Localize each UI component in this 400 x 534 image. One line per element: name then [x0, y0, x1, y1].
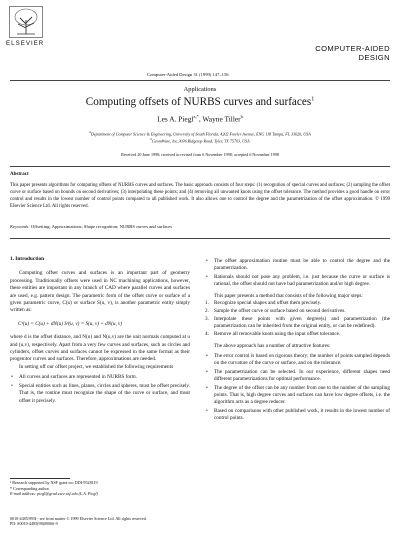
affiliation-a-text: Department of Computer Science & Engineering, University of South Florida, 4202 Fowler Avenue, ENG 118 Tampa, FL 33620, USA	[90, 131, 311, 137]
affiliation-a	[0, 130, 400, 136]
affiliation-a-mark: a	[89, 130, 91, 134]
footnote-grant: ¹ Research supported by NSF grant no: DDI-9528119	[10, 480, 98, 485]
list-item: • The parametrization can be selected. In our experience, different shapes need different parametrizations for optimal performance.	[205, 369, 390, 384]
list-item: • All curves and surfaces are represented in NURBS form.	[10, 374, 190, 381]
steps-intro: This paper presents a method that consists of the following major steps:	[214, 292, 363, 299]
pii-line: PII: S0010-4485(98)00066-9	[10, 521, 58, 527]
list-item: • The error control is based on rigorous theory; the number of points sampled depends on the curvature of the curve or surface, and on the tolerance.	[205, 353, 390, 368]
list-item	[205, 316, 390, 331]
abstract-top-rule	[10, 166, 390, 167]
affiliation-b-mark: b	[150, 137, 153, 141]
steps-list	[205, 300, 390, 339]
received-dates: Received 20 June 1998; received in revised form 6 November 1998; accepted 6 November 1998	[121, 152, 279, 157]
list-item: • Rationals should not pose any problem, i.e. just because the curve or surface is rational, the offset should not have bad parametrization and/or high degree.	[205, 274, 390, 289]
step-text: Remove all removable knots using the input offset tolerance.	[214, 331, 341, 338]
author-1: Les A. Piegl	[157, 114, 194, 124]
copyright-line: 0010-4485/99/$ - see front matter © 1999 Elsevier Science Ltd. All rights reserved.	[10, 516, 147, 521]
author-2: , Wayne Tiller	[198, 114, 241, 124]
step-number: 1.	[205, 300, 209, 307]
elsevier-tree-logo	[9, 6, 43, 38]
abstract-text: This paper presents algorithms for computing offsets of NURBS curves and surfaces. The basic approach consists of four steps: (1) recognition of special curves and surfaces; (2) sampling the offset curve or surface based on bounds on second derivatives; (3) interpolating these points; and (4) removing all unwanted knots using the offset tolerance. The method provides a good handle on error control and results in the lowest number of control points compared to all published work. It also allows one to control the degree and the parametrization of the offset approximation. © 1999 Elsevier Science Ltd. All rights reserved.	[10, 183, 390, 209]
title-footnote-mark: 1	[311, 96, 315, 103]
step-number: 2.	[205, 307, 209, 314]
keywords	[10, 224, 172, 229]
footnote-email: E-mail address: piegl@grad.csee.usf.edu (L.A. Piegl)	[10, 491, 98, 497]
publisher-name: ELSEVIER	[6, 40, 45, 47]
affiliation-b	[0, 137, 400, 143]
list-item: • Based on comparisons with other published work, it results in the lowest number of control points.	[205, 408, 390, 423]
intro-paragraph-3: In setting off our offset project, we established the following requirements	[19, 363, 174, 370]
title-text: Computing offsets of NURBS curves and surfaces	[85, 96, 312, 108]
list-item	[205, 331, 390, 338]
author-1-mark: a,*	[193, 114, 199, 119]
features-intro: The above approach has a number of attractive features:	[214, 342, 331, 349]
step-number: 3.	[205, 315, 209, 322]
offset-equation: Cᵈ(u) = C(u) + dN(u) Sᵈ(u, v) = S(u, v) + dN(u, v)	[18, 320, 123, 327]
abstract-heading: Abstract	[10, 172, 29, 177]
list-item: • Special entities such as lines, planes, circles and spheres, must be offset precisely. That is, the routine must recognize the shape of the curve or surface, and must offset it precisely.	[10, 383, 190, 405]
journal-name-line2: DESIGN	[358, 53, 390, 62]
keywords-value: Offsetting; Approximations; Shape recognition; NURBS curves and surfaces	[30, 224, 173, 229]
list-item: • The offset approximation routine must be able to control the degree and the parametrization.	[205, 258, 390, 273]
affiliation-b-text: GeomWare, Inc.3036 Ridgetop Road, Tyler, TX 75703, USA	[152, 138, 250, 144]
step-number: 4.	[205, 331, 209, 338]
header-rule	[10, 80, 390, 81]
step-text: Interpolate these points with given degree(s) and parametrization (the parametrization can be inherited from the original entity, or can be redefined).	[214, 315, 390, 330]
right-column	[205, 258, 390, 424]
list-item	[205, 308, 390, 315]
copyright-block	[10, 516, 390, 527]
journal-name	[315, 44, 390, 62]
footnote-rule	[10, 478, 70, 479]
footnote-corresponding: * Corresponding author.	[10, 485, 50, 491]
requirements-list-left	[10, 374, 190, 405]
article-title	[0, 96, 400, 108]
authors	[0, 114, 400, 123]
requirements-list-right	[205, 258, 390, 289]
abstract-bottom-rule	[10, 238, 390, 239]
intro-paragraph-2: where d is the offset distance, and N(u) and N(u,v) are the unit normals computed at u and (u,v), respectively. Apart from a very few curves and surfaces, such as circles and cylinders, offset curves and surfaces cannot be expressed in the same format as their progenitor curves and surfaces. Therefore, approximations are needed.	[10, 334, 190, 363]
step-text: Recognize special shapes and offset them precisely.	[214, 300, 322, 307]
footnotes	[10, 480, 190, 497]
intro-heading: 1. Introduction	[10, 256, 45, 262]
keywords-label: Keywords:	[10, 224, 30, 229]
intro-paragraph-1: Computing offset curves and surfaces is an important part of geometry processing. Traditionally offsets were used in NC machining applications, however, these entities are important in any branch of CAD where parallel curves and surfaces are used, e.g. pattern design. The parametric form of the offset curve or surface of a given parametric curve, C(u) or surface S(u, v), is another parametric entity simply written as:	[10, 270, 190, 314]
author-2-mark: b	[240, 114, 243, 119]
section-label: Applications	[183, 86, 217, 93]
list-item	[205, 300, 390, 307]
left-column	[10, 256, 190, 406]
features-list	[205, 353, 390, 423]
step-text: Sample the offset curve or surface based on second derivatives.	[214, 307, 346, 314]
journal-name-line1: COMPUTER-AIDED	[315, 44, 390, 53]
list-item: • The degree of the offset can be any number from one to the number of the sampling points. That is, high degree curves and surfaces can have low degree offsets, i.e. the algorithm acts as a degree reducer.	[205, 385, 390, 407]
journal-citation: Computer-Aided Design 31 (1999) 147–156	[147, 72, 229, 77]
